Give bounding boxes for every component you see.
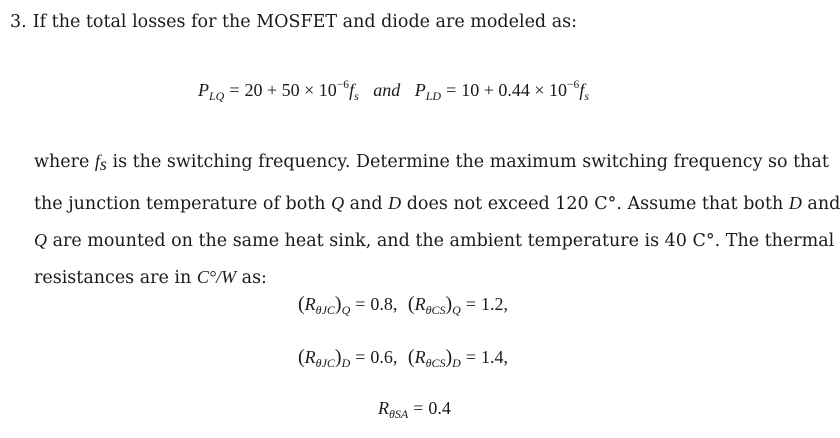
problem-paragraph	[34, 143, 840, 296]
pld-rhs: 10 + 0.44 × 10	[461, 80, 568, 100]
loss-equations: $P_{LQ} = 20 + 50 \times 10^{-6}f_s$ and $P_{LD} = 10 + 0.44 \times 10^{-6}f_s$	[198, 79, 589, 103]
and-word: and	[373, 80, 401, 100]
r-cs-d-value: 1.4	[480, 347, 504, 367]
paragraph-line-4: resistances are in C°/W as:	[34, 267, 267, 288]
paragraph-line-1: where $f_s$ is the switching frequency. Determine the maximum switching frequency so that	[34, 151, 829, 174]
paragraph-line-2: the junction temperature of both Q and D does not exceed 120 C°. Assume that both D and	[34, 193, 840, 214]
r-cs-q-value: 1.2	[480, 294, 504, 314]
problem-heading	[10, 12, 577, 32]
paragraph-line-3: Q are mounted on the same heat sink, and the ambient temperature is 40 C°. The thermal	[34, 230, 835, 251]
problem-number: 3.	[10, 12, 27, 32]
resistance-equation-q: $(R_{\theta JC})_Q = 0.8$, $(R_{\theta CS})_Q = 1.2$,	[298, 293, 508, 317]
resistance-equation-sa: $R_{\theta SA} = 0.4$	[378, 398, 451, 421]
r-sa-value: 0.4	[428, 398, 451, 418]
resistance-equation-d: $(R_{\theta JC})_D = 0.6$, $(R_{\theta CS})_D = 1.4$,	[298, 346, 508, 370]
problem-heading-text: If the total losses for the MOSFET and diode are modeled as:	[32, 12, 577, 32]
pld-subscript: LD	[425, 89, 442, 103]
r-jc-q-value: 0.8	[370, 294, 393, 314]
pld-exponent: −6	[567, 79, 580, 91]
plq-exponent: −6	[336, 79, 350, 91]
r-jc-d-value: 0.6	[370, 347, 393, 367]
plq-subscript: LQ	[209, 89, 225, 103]
plq-rhs: 20 + 50 × 10	[244, 80, 337, 100]
